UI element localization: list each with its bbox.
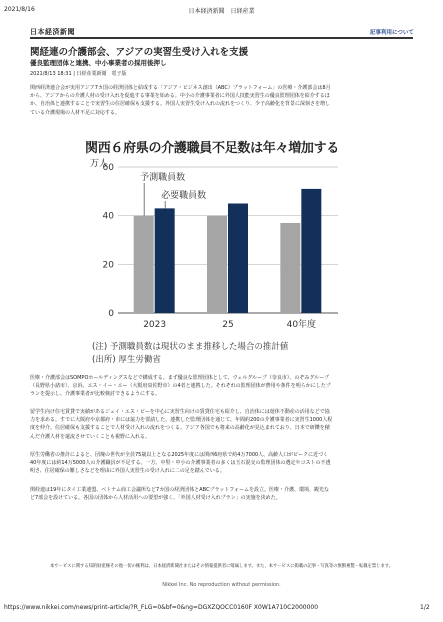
chart-title: 関西６府県の介護職員不足数は年々増加する xyxy=(85,141,340,156)
legend-required-label: 必要職員数 xyxy=(161,191,207,201)
article-subheadline: 優良監理団体と連携、中小事業者の採用後押し xyxy=(30,59,167,67)
intro-line: から、アジアからの介護人材の受け入れを促進する事業を始める。中小の介護事業者に外国人技能実習生の優良監理団体を紹介するほ xyxy=(30,93,330,100)
y-tick-label: 60 xyxy=(102,163,114,173)
body-line: 度を仲介。住居確保も支援することで人材受け入れの流れをつくる。アジア各国でも将来の高齢化が見込まれており、日本で研鑽を積 xyxy=(30,425,330,432)
legend-forecast-label: 予測職員数 xyxy=(140,173,186,183)
body-line: 40年度には約14万5000人の介護職員が不足する。一方、中堅・中小の介護事業者の多くは玉石混交の監理団体の選定やコストの不透 xyxy=(30,460,331,467)
y-tick-label: 20 xyxy=(102,260,114,271)
article-body-1 xyxy=(30,374,413,399)
bar-forecast xyxy=(280,223,300,313)
chart-unit: 万人 xyxy=(90,159,109,169)
chart-note: (注) 予測職員数は現状のまま推移した場合の推計値 xyxy=(92,342,289,352)
bar-required xyxy=(301,189,321,313)
body-line: 力を求める。すでに大阪府や京都府・市には協力を要請した。連携した監理団体を通じて、年間約200の介護事業者に実習生1000人程 xyxy=(30,417,333,424)
page-number: 1/2 xyxy=(420,604,430,611)
print-url: https://www.nikkei.com/news/print-article/?R_FLG=0&bf=0&ng=DGXZQOCC0160F X0W1A710C2000000 xyxy=(4,604,319,611)
chart-bars xyxy=(134,189,322,313)
x-tick-label: 2023 xyxy=(143,320,167,330)
y-tick-label: 0 xyxy=(108,309,114,319)
article-byline: 2021/8/13 18:31 | 日経産業新聞 電子版 xyxy=(30,71,127,77)
y-tick-label: 40 xyxy=(102,211,114,222)
nikkei-logo[interactable]: 日本経済新聞 xyxy=(30,27,75,36)
article-body-4 xyxy=(30,486,413,502)
article-body-3 xyxy=(30,451,413,476)
bar-forecast xyxy=(207,216,227,313)
intro-line: ている介護現場の人材不足に対応する。 xyxy=(30,109,121,116)
body-line: 関経連は19年にタイ工業連盟、ベトナム商工会議所など7カ国の経済団体とABCプラットフォームを設立。医療・介護、環境、観光な xyxy=(30,487,329,493)
copyright-line: Nikkei Inc. No reproduction without permission. xyxy=(162,582,281,588)
body-line: 厚生労働省の推計によると、団塊の世代が全員75歳以上となる2025年度には関西6府県で約4万7000人、高齢人口がピークに近づく xyxy=(30,452,328,458)
body-line: 留学生向け住宅賃貸で実績があるジェイ・エス・ビーを中心に実習生向けの賃貸住宅も紹介し、自治体には遊休不動産の活用などで協 xyxy=(30,409,330,415)
body-line: 明さ、住居確保の難しさなどを理由に外国人実習生の受け入れに二の足を踏んでいる。 xyxy=(30,468,225,475)
body-line: ランを提示し、介護事業者が比較検討できるようにする。 xyxy=(30,391,161,398)
intro-line: 関西経済連合会が実用アジア7カ国の経済団体と結成する「アジア・ビジネス創出（ABC）プラットフォーム」の医療・介護部会は8月 xyxy=(30,85,331,91)
bar-required xyxy=(228,204,248,314)
article-body-2 xyxy=(30,408,413,441)
body-line: （長野県小諸市）、京浜、エス・イー・エー（大阪府泉佐野市）の4者と連携した。それぞれの監理団体が費用や条件を明らかにしたプ xyxy=(30,383,331,390)
bar-forecast xyxy=(134,216,154,313)
print-date: 2021/8/16 xyxy=(4,6,35,13)
x-tick-label: 25 xyxy=(222,320,234,330)
article-usage-link[interactable]: 記事利用について xyxy=(370,30,414,36)
body-line: ど7部会を設けている。各国の団体から人材活用への要望が強く、「外国人材受け入れプラン」の実施を決めた。 xyxy=(30,495,281,502)
body-line: んだ介護人材を還流させていくことも視野に入れる。 xyxy=(30,433,151,440)
copyright-notice: 本サービスに関する知的財産権その他一切の権利は、日本経済新聞社またはその情報提供者に帰属します。また、本サービスに掲載の記事・写真等の無断複製・転載を禁じます。 xyxy=(49,564,394,569)
chart-source: (出所) 厚生労働省 xyxy=(92,355,161,365)
body-line: 医療・介護部会はSOMPOホールディングスなどで構成する。まず優良な監理団体として、ウェルグループ（奈良市）、のぞみグループ xyxy=(30,375,330,381)
print-header-title: 日本経済新聞 日経産業 xyxy=(188,8,255,15)
article-headline: 関経連の介護部会、アジアの実習生受け入れを支援 xyxy=(30,47,249,58)
intro-line: か、自治体と連携することで実習生の住居確保も支援する。外国人実習生受け入れの流れをつくり、少子高齢化を背景に深刻さを増し xyxy=(30,101,331,108)
x-tick-label: 40年度 xyxy=(286,320,317,330)
bar-required xyxy=(155,208,175,313)
